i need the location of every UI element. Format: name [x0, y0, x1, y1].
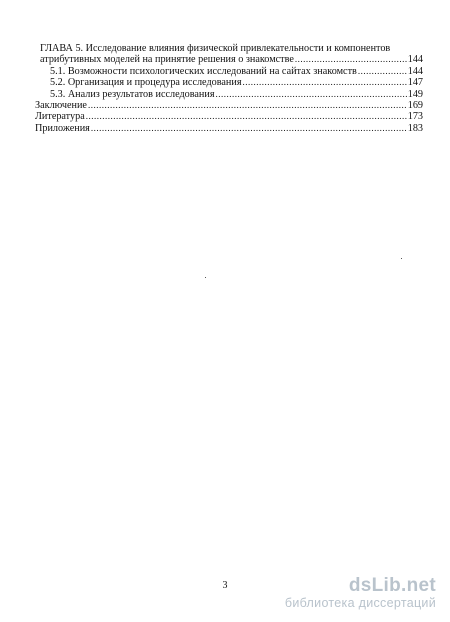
toc-entry-page: 144 — [407, 65, 423, 77]
toc-entry-page: 169 — [407, 100, 423, 112]
toc-entry-page: 173 — [407, 111, 423, 123]
toc-leader-dots — [88, 100, 407, 111]
toc-entry-page: 144 — [407, 54, 423, 66]
toc-entry-literature — [35, 111, 423, 122]
toc-entry-label: 5.1. Возможности психологических исследований на сайтах знакомств — [50, 65, 357, 77]
scan-speck — [205, 277, 206, 278]
toc-entry-label: атрибутивных моделей на принятие решения о знакомстве — [40, 54, 294, 66]
toc-entry-page: 183 — [407, 122, 423, 134]
toc-leader-dots — [358, 66, 407, 77]
toc-entry-section-5-2 — [35, 77, 423, 88]
toc-entry-page: 147 — [407, 77, 423, 89]
page-number: 3 — [222, 580, 228, 591]
toc-leader-dots — [295, 54, 407, 65]
toc-entry-label: 5.2. Организация и процедура исследования — [50, 77, 242, 89]
toc-entry-label: 5.3. Анализ результатов исследования — [50, 88, 215, 100]
toc-entry-chapter-5 — [35, 54, 423, 65]
watermark-logo: dsLib.net — [348, 575, 436, 596]
watermark — [285, 576, 436, 610]
toc-entry-conclusion — [35, 100, 423, 111]
table-of-contents — [35, 43, 423, 134]
toc-entry-section-5-3 — [35, 89, 423, 100]
toc-entry-label: Заключение — [35, 100, 87, 112]
toc-entry-page: 149 — [407, 88, 423, 100]
toc-leader-dots — [216, 89, 407, 100]
toc-leader-dots — [86, 111, 407, 122]
toc-entry-appendices — [35, 123, 423, 134]
toc-entry-label: Литература — [35, 111, 85, 123]
watermark-subtitle: библиотека диссертаций — [284, 596, 436, 610]
toc-leader-dots — [243, 77, 407, 88]
scan-speck — [401, 258, 402, 259]
toc-leader-dots — [91, 123, 407, 134]
toc-chapter-5-title: ГЛАВА 5. Исследование влияния физической привлекательности и компонентов — [40, 43, 391, 54]
toc-entry-label: Приложения — [35, 122, 90, 134]
toc-entry-section-5-1 — [35, 66, 423, 77]
